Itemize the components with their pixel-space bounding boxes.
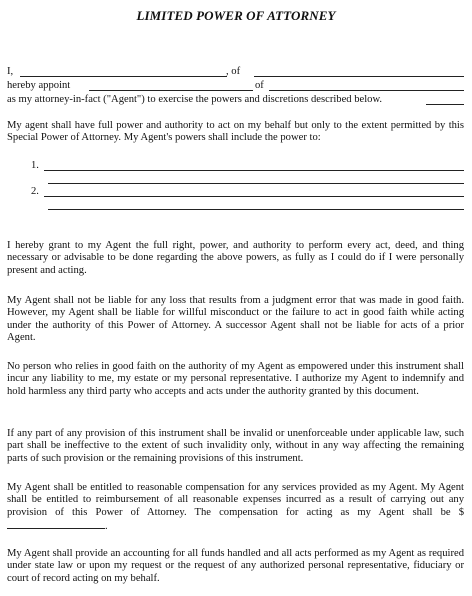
agent-name-field[interactable] — [89, 90, 253, 91]
liability-paragraph: My Agent shall not be liable for any loss that results from a judgment error that was made in good faith. However, my Agent shall be liable for willful misconduct or the failure to act in good faith while acting under the authority of this Power of Attorney. A successor Agent shall not be liable for acts of a prior Agent. — [7, 295, 464, 344]
powers-paragraph: My agent shall have full power and authority to act on my behalf but only to the extent permitted by this Special Power of Attorney. My Agent's powers shall include the power to: — [7, 120, 464, 144]
principal-prefix: I, — [7, 66, 14, 77]
power-item-2-field[interactable] — [44, 196, 464, 197]
compensation-end: . — [105, 521, 108, 533]
grant-paragraph: I hereby grant to my Agent the full right, power, and authority to perform every act, deed, and thing necessary or advisable to be done regarding the above powers, as fully as I could do if I were personally present and acting. — [7, 240, 464, 276]
appoint-label: hereby appoint — [7, 80, 71, 91]
attorney-in-fact-trailing-line[interactable] — [426, 104, 464, 105]
document-title: LIMITED POWER OF ATTORNEY — [136, 8, 336, 23]
principal-address-field[interactable] — [254, 76, 464, 77]
agent-of-label: of — [255, 80, 264, 91]
compensation-text: My Agent shall be entitled to reasonable compensation for any services provided as my Agent. My Agent shall be entitled to reimbursement of all reasonable expenses incurred as a result of carrying out any provision of this Power of Attorney. The compensation for acting as my Agent shall be $ — [7, 482, 464, 518]
reliance-paragraph: No person who relies in good faith on the authority of my Agent as empowered under this instrument shall incur any liability to me, my estate or my personal representative. I authorize my Agent to indemnify and hold harmless any third party who accepts and acts under the authority granted by this document. — [7, 361, 464, 397]
invalidity-paragraph: If any part of any provision of this instrument shall be invalid or unenforceable under applicable law, such part shall be ineffective to the extent of such invalidity only, without in any way affecting the remaining parts of such provision or the remaining provisions of this instrument. — [7, 428, 464, 464]
accounting-paragraph: My Agent shall provide an accounting for all funds handled and all acts performed as my Agent as required under state law or upon my request or the request of any authorized personal representative, fiduciary or court of record acting on my behalf. — [7, 548, 464, 584]
compensation-paragraph — [7, 482, 464, 534]
power-item-2-field-continued[interactable] — [48, 209, 464, 210]
principal-name-field[interactable] — [20, 76, 227, 77]
attorney-in-fact-text: as my attorney-in-fact ("Agent") to exercise the powers and discretions described below. — [7, 94, 383, 105]
power-item-1-field-continued[interactable] — [48, 183, 464, 184]
power-item-1-number: 1. — [31, 160, 39, 171]
power-item-2-number: 2. — [31, 186, 39, 197]
agent-address-field[interactable] — [269, 90, 464, 91]
compensation-amount-field[interactable] — [7, 519, 105, 529]
power-item-1-field[interactable] — [44, 170, 464, 171]
principal-of-label: , of — [226, 66, 241, 77]
